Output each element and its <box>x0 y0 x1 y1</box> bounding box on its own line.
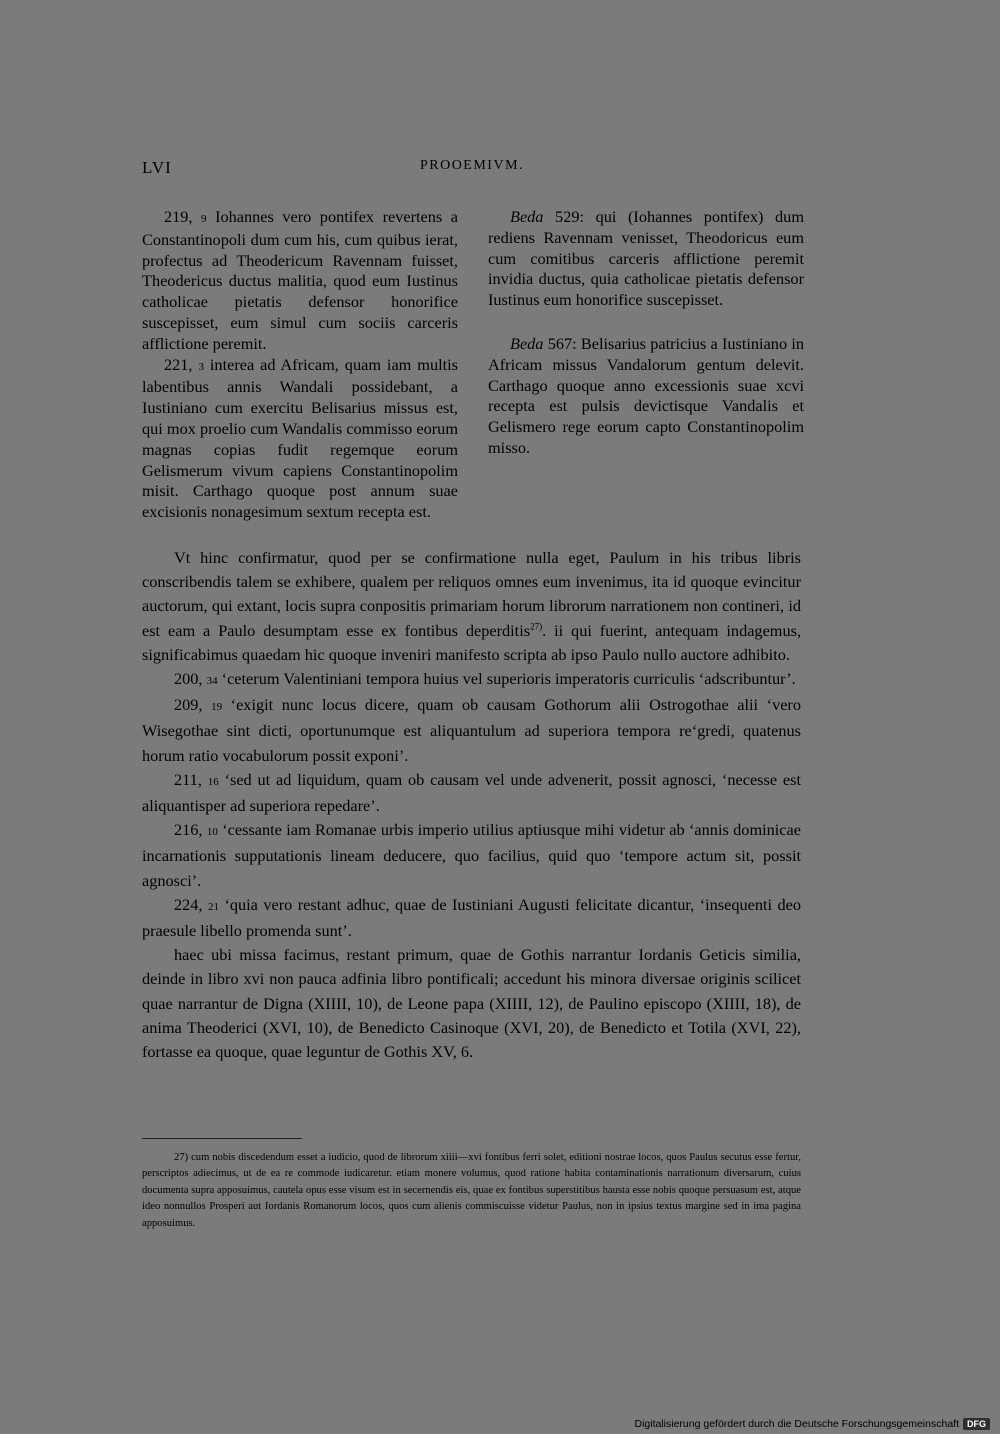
ref-number: 200, <box>174 669 203 689</box>
main-paragraph <box>142 546 801 667</box>
left-paragraph <box>142 207 458 355</box>
paragraph-text: ‘quia vero restant adhuc, quae de Iustiniani Augusti felicitate dicantur, ‘insequenti deo praesule libello promenda sunt’. <box>142 894 802 941</box>
footnote-marker: 27) <box>530 621 543 632</box>
ref-number: 216, <box>174 820 203 840</box>
ref-number: 209, <box>174 695 203 715</box>
footnote <box>142 1150 801 1232</box>
credit-text: Digitalisierung gefördert durch die Deutsche Forschungsgemeinschaft <box>634 1418 959 1430</box>
ref-number: 219, <box>164 207 193 226</box>
page-number: LVI <box>142 158 172 177</box>
right-paragraph <box>488 334 804 459</box>
digitization-credit <box>634 1418 990 1430</box>
left-paragraph <box>142 355 458 523</box>
paragraph-text: Vt hinc confirmatur, quod per se confirmatione nulla eget, Paulum in his tribus libris conscribendis talem se exhibere, qualem per reliquos omnes eum invenimus, ita id quoque evincitur auctorum, qui extant, locis supra conpositis primariam horum librorum narrationem non contineri, id est eam a Paulo desumptam esse ex fontibus deperditis <box>142 548 801 640</box>
line-number: 19 <box>211 701 223 714</box>
line-number: 16 <box>207 775 219 788</box>
right-paragraph <box>488 207 804 311</box>
ref-number: 567: <box>547 333 577 353</box>
right-column <box>488 207 804 459</box>
paragraph-tail: . ii qui fuerint, antequam indagemus, significabimus quaedam hic quoque inveniri manifesto scripta ab ipso Paulo nullo auctore adhibito. <box>142 620 802 664</box>
paragraph-text: haec ubi missa facimus, restant primum, quae de Gothis narrantur Iordanis Geticis similia, deinde in libro xvi non pauca adfinia libro pontificali; accedunt his minora diversae originis scilicet quae narrantur de Digna (XIIII, 10), de Leone papa (XIIII, 12), de Paulino episcopo (XIIII, 18), de anima Theoderici (XVI, 10), de Benedicto Casinoque (XVI, 20), de Benedicto et Totila (XVI, 22), fortasse ea quoque, quae leguntur de Gothis XV, 6. <box>142 945 801 1062</box>
footnote-rule <box>142 1138 302 1139</box>
running-title: PROOEMIVM. <box>419 158 525 173</box>
main-paragraph <box>142 693 801 768</box>
main-paragraph <box>142 943 801 1064</box>
source-name: Beda <box>510 333 544 353</box>
paragraph-text: ‘ceterum Valentiniani tempora huius vel superioris imperatoris curriculis ‘adscribuntur’. <box>221 669 796 689</box>
column-gap <box>488 311 804 334</box>
source-name: Beda <box>510 207 544 226</box>
paragraph-text: ‘cessante iam Romanae urbis imperio utilius aptiusque mihi videtur ab ‘annis dominicae incarnationis supputationis lineam deducere, quo facilius, quid quo ‘tempore actum sit, possit agnosci’. <box>142 820 801 890</box>
left-column <box>142 207 458 523</box>
line-number: 10 <box>206 826 218 839</box>
line-number: 21 <box>207 900 219 913</box>
main-text <box>142 546 801 1064</box>
ref-number: 529: <box>555 207 584 226</box>
line-number: 9 <box>201 213 207 225</box>
paragraph-text: qui (Iohannes pontifex) dum rediens Ravennam venisset, Theodoricus eum cum comitibus carceris afflictione peremit invidia ductus, quia catholicae pietatis defensor Iustinus eum honorifice suscepisset. <box>488 207 804 310</box>
line-number: 34 <box>206 675 218 688</box>
paragraph-text: ‘exigit nunc locus dicere, quam ob causam Gothorum alii Ostrogothae alii ‘vero Wisegothae sint dicti, oportunumque est aliquantulum ad superiora tempora re‘gredi, quatenus horum ratio vocabulorum possit exponi’. <box>142 695 801 765</box>
paragraph-text: Belisarius patricius a Iustiniano in Africam missus Vandalorum gentum delevit. Carthago quoque anno excessionis suae xcvi recepta est pulsis devictisque Vandalis et Gelismero rege eorum capto Constantinopolim misso. <box>488 333 804 457</box>
main-paragraph <box>142 893 801 943</box>
footnote-mark: 27) <box>174 1152 189 1163</box>
paragraph-text: interea ad Africam, quam iam multis labentibus annis Wandali possidebant, a Iustiniano cum exercitu Belisarius missus est, qui mox proelio cum Wandalis commisso eorum magnas copias fudit regemque eorum Gelismerum vivum capiens Constantinopolim misit. Carthago quoque post annum suae excisionis nonagesimum sextum recepta est. <box>142 354 458 522</box>
ref-number: 221, <box>164 354 193 374</box>
paragraph-text: Iohannes vero pontifex revertens a Constantinopoli dum cum his, cum quibus ierat, profectus ad Theodericum Ravennam fuisset, Theodericus ductus malitia, quod eum Iustinus catholicae pietatis defensor honorifice suscepisset, eum simul cum sociis carceris afflictione peremit. <box>142 207 458 353</box>
main-paragraph <box>142 768 801 818</box>
ref-number: 224, <box>174 894 203 914</box>
main-paragraph <box>142 667 801 693</box>
dfg-logo: DFG <box>963 1418 990 1430</box>
line-number: 3 <box>198 360 204 373</box>
ref-number: 211, <box>174 769 202 789</box>
footnote-text: cum nobis discedendum esset a iudicio, quod de librorum xiiii—xvi fontibus ferri solet, editioni nostrae locos, quos Paulus secutus esse fertur, perscriptos adiecimus, ut de ea re commode iudicaretur. etiam monere volumus, quod ratione habita contaminationis narrationum diversarum, cuius documenta supra apposuimus, cautela opus esse visum est in secernendis eis, quae ex fontibus superstitibus hausta esse nobis quoque persuasum est, atque ideo nonnullos Prosperi aut Iordanis Romanorum locos, quos cum alienis commiscuisse videtur Paulus, non in ipsius textus margine sed in ima pagina apposuimus. <box>142 1152 801 1229</box>
paragraph-text: ‘sed ut ad liquidum, quam ob causam vel unde advenerit, possit agnosci, ‘necesse est aliquantisper ad superiora repedare’. <box>142 769 801 816</box>
main-paragraph <box>142 818 801 893</box>
